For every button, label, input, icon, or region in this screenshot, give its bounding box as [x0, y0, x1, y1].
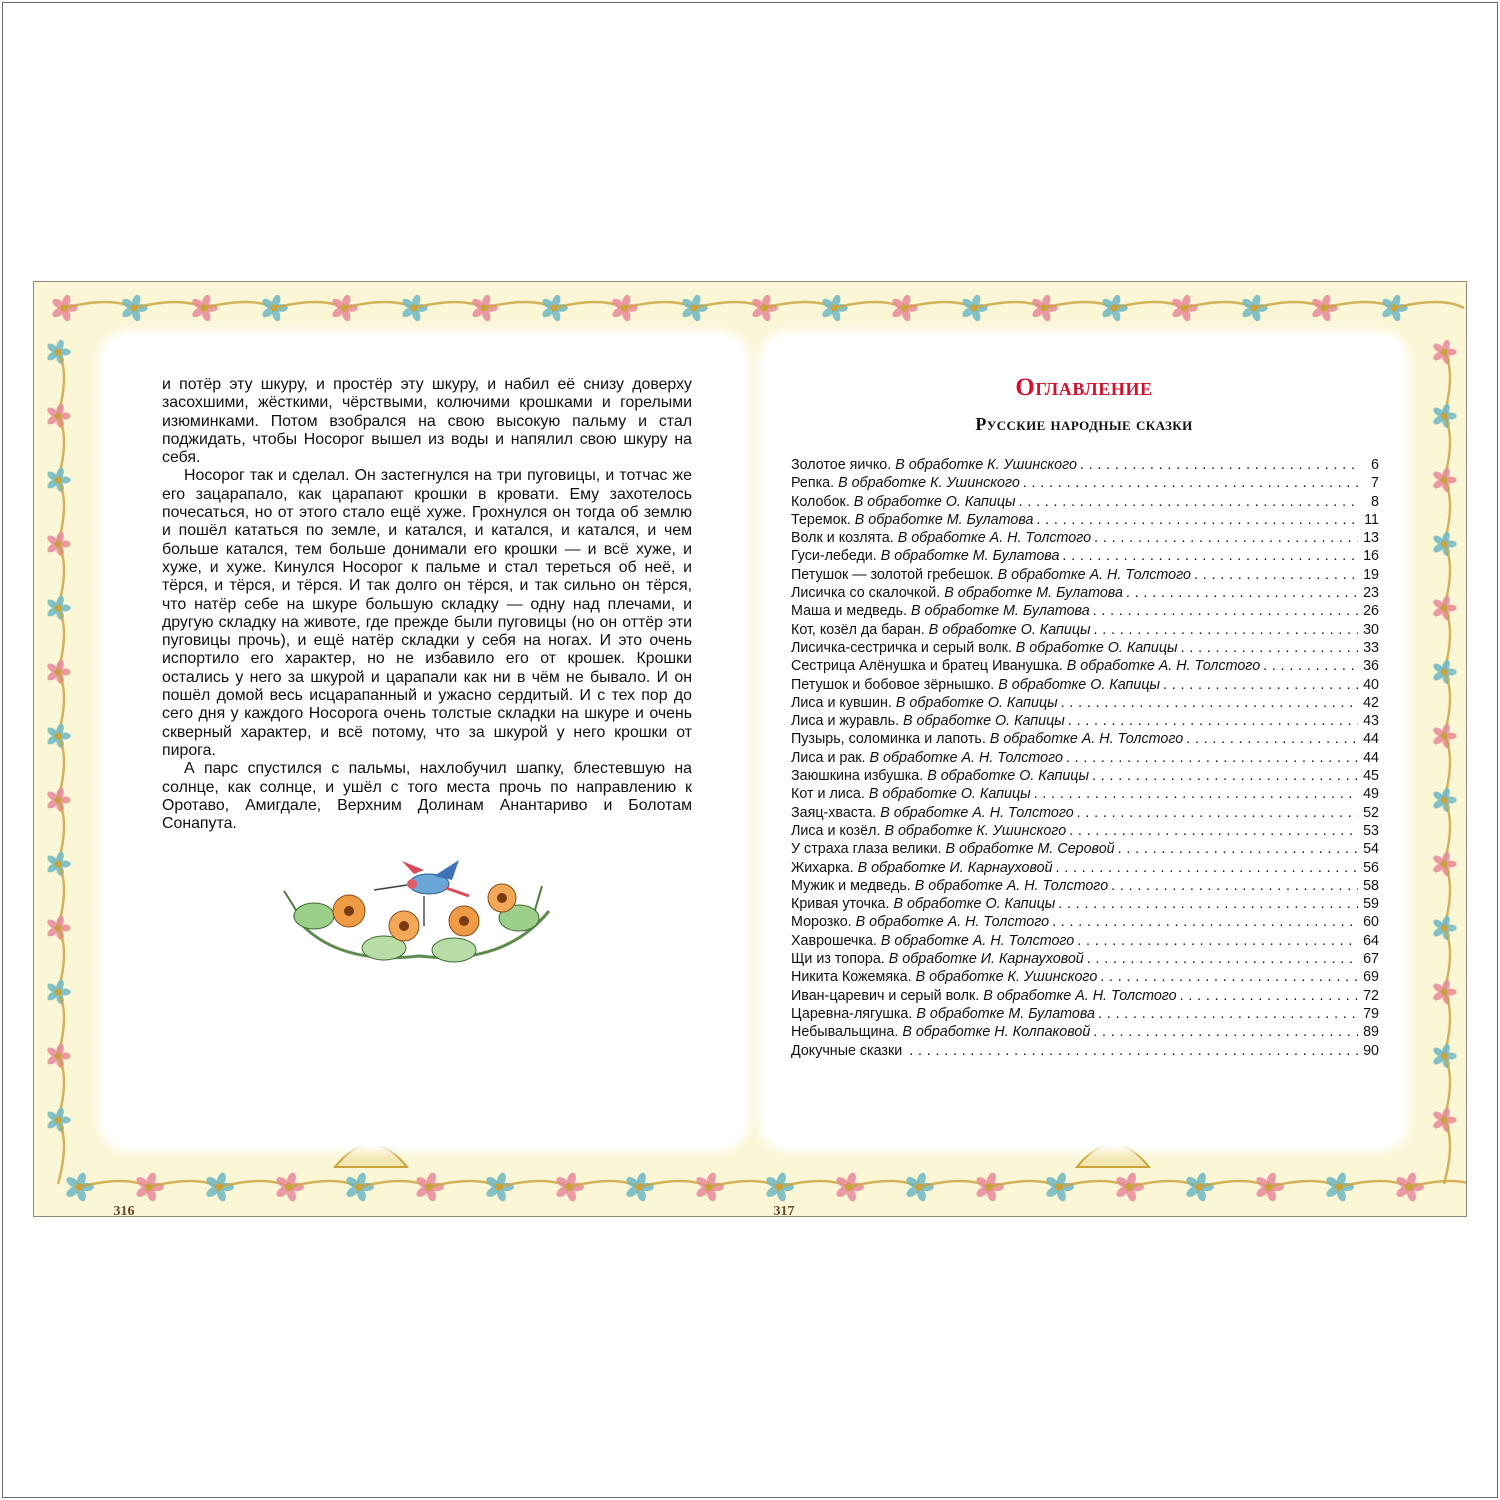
toc-item-leader-dots: [1036, 511, 1358, 529]
toc-item: [791, 950, 1379, 968]
toc-item: [791, 785, 1379, 803]
toc-item-adaptation: В обработке Н. Колпаковой: [902, 1024, 1091, 1041]
toc-item: [791, 639, 1379, 657]
toc-item-title: Хаврошечка.: [791, 932, 877, 949]
toc-item: [791, 529, 1379, 547]
toc-item-adaptation: В обработке М. Булатова: [911, 603, 1090, 620]
toc-item: [791, 1023, 1379, 1041]
toc-item: [791, 657, 1379, 675]
toc-item-leader-dots: [1111, 877, 1358, 895]
toc-item: [791, 913, 1379, 931]
toc-item-adaptation: В обработке О. Капицы: [927, 768, 1089, 785]
toc-item-adaptation: В обработке А. Н. Толстого: [997, 566, 1191, 583]
toc-item: [791, 968, 1379, 986]
toc-item-leader-dots: [1069, 822, 1358, 840]
toc-item-leader-dots: [909, 1042, 1358, 1060]
toc-item-page: 44: [1363, 731, 1379, 748]
toc-item-page: 60: [1363, 914, 1379, 931]
toc-item: [791, 511, 1379, 529]
toc-item-title: Щи из топора.: [791, 951, 885, 968]
toc-item: [791, 804, 1379, 822]
toc-item-adaptation: В обработке И. Карнауховой: [888, 951, 1084, 968]
toc-item: [791, 987, 1379, 1005]
toc-item-adaptation: В обработке М. Булатова: [944, 585, 1123, 602]
toc-item-leader-dots: [1186, 730, 1358, 748]
ornament-motif: [335, 1145, 407, 1168]
paragraph-1: и потёр эту шкуру, и простёр эту шкуру, и набил её снизу доверху засохшими, жёсткими, чёрствыми, колючими крошками и горелыми изюминками. Потом взобрался на свою высокую пальму и стал поджидать, чтобы Носорог вышел из воды и напялил свою шкуру на себя.: [162, 376, 692, 467]
toc-item-adaptation: В обработке О. Капицы: [903, 713, 1065, 730]
toc-item-page: 69: [1363, 969, 1379, 986]
toc-item-leader-dots: [1062, 547, 1358, 565]
toc-item-adaptation: В обработке А. Н. Толстого: [914, 877, 1109, 894]
toc-item-title: Лиса и журавль.: [791, 713, 900, 730]
toc-item-page: 52: [1363, 804, 1379, 821]
page-number-right: 317: [773, 1204, 795, 1217]
toc-item-title: Мужик и медведь.: [791, 877, 911, 894]
toc-item-page: 72: [1363, 987, 1379, 1004]
page-number-left: 316: [113, 1204, 135, 1217]
toc-item-title: Петушок — золотой гребешок.: [791, 566, 994, 583]
toc-item-page: 7: [1371, 475, 1379, 492]
toc-item-adaptation: В обработке К. Ушинского: [838, 475, 1020, 492]
toc-item: [791, 547, 1379, 565]
toc-item: [791, 456, 1379, 474]
toc-item-leader-dots: [1077, 804, 1358, 822]
toc-item: [791, 712, 1379, 730]
toc-item: [791, 822, 1379, 840]
toc-item-page: 49: [1363, 786, 1379, 803]
toc-item-page: 54: [1363, 841, 1379, 858]
ornament-motif: [1409, 1181, 1467, 1187]
toc-item: [791, 1042, 1379, 1060]
toc-item-title: Лиса и рак.: [791, 749, 866, 766]
toc-item: [791, 584, 1379, 602]
toc-item-leader-dots: [1194, 566, 1358, 584]
toc-item-page: 23: [1363, 585, 1379, 602]
toc-item-leader-dots: [1023, 474, 1358, 492]
toc-item-leader-dots: [1058, 895, 1358, 913]
toc-item-adaptation: В обработке О. Капицы: [893, 896, 1056, 913]
toc-item-adaptation: В обработке М. Булатова: [880, 548, 1060, 565]
toc-item-title: Колобок.: [791, 493, 850, 510]
toc-item-page: 36: [1363, 658, 1379, 675]
toc-item-page: 67: [1363, 951, 1379, 968]
toc-item: [791, 1005, 1379, 1023]
toc-item-leader-dots: [1093, 1023, 1358, 1041]
toc-item-title: Волк и козлята.: [791, 530, 894, 547]
toc-item-title: Жихарка.: [791, 859, 854, 876]
toc-item-title: Лиса и козёл.: [791, 822, 881, 839]
toc-item-adaptation: В обработке А. Н. Толстого: [897, 530, 1092, 547]
story-text: [162, 376, 692, 833]
toc-item-page: 6: [1371, 457, 1379, 473]
toc-item-title: Морозко.: [791, 914, 852, 931]
toc-item-leader-dots: [1066, 749, 1358, 767]
paragraph-3: А парс спустился с пальмы, нахлобучил шапку, блестевшую на солнце, как солнце, и ушёл с того места прочь по направлению к Оротаво, Амигдале, Верхним Долинам Анантариво и Болотам Сонапута.: [162, 760, 692, 833]
toc-item-adaptation: В обработке К. Ушинского: [884, 822, 1067, 839]
ornament-motif: [1077, 1145, 1149, 1168]
toc-item-title: Сестрица Алёнушка и братец Иванушка.: [791, 658, 1063, 675]
toc-item-adaptation: В обработке А. Н. Толстого: [869, 749, 1063, 766]
toc-item: [791, 877, 1379, 895]
toc-item-page: 11: [1364, 511, 1379, 528]
toc-item-title: Кот и лиса.: [791, 786, 865, 803]
toc-item: [791, 621, 1379, 639]
toc-item-leader-dots: [1126, 584, 1358, 602]
toc-item-title: Кривая уточка.: [791, 896, 890, 913]
toc-item: [791, 895, 1379, 913]
toc-item-page: 45: [1363, 768, 1379, 785]
toc-item-page: 19: [1363, 566, 1379, 583]
toc-item-title: Гуси-лебеди.: [791, 548, 877, 565]
toc-item-title: Заяц-хваста.: [791, 804, 877, 821]
toc-item-leader-dots: [1052, 913, 1358, 931]
toc-item-adaptation: В обработке К. Ушинского: [895, 457, 1077, 473]
right-page: [764, 336, 1404, 1217]
toc-item-page: 43: [1363, 713, 1379, 730]
bird-on-flowers-vignette: [274, 856, 564, 966]
toc-item-title: Золотое яичко.: [791, 457, 892, 473]
toc-item-page: 53: [1363, 822, 1379, 839]
toc-item-page: 16: [1363, 548, 1379, 565]
toc-item-adaptation: В обработке А. Н. Толстого: [983, 987, 1177, 1004]
toc-item-adaptation: В обработке О. Капицы: [928, 621, 1091, 638]
toc-item-page: 89: [1363, 1024, 1379, 1041]
toc-item: [791, 932, 1379, 950]
toc-item-adaptation: В обработке О. Капицы: [998, 676, 1161, 693]
toc-item-leader-dots: [1180, 987, 1358, 1005]
toc-item-adaptation: В обработке А. Н. Толстого: [989, 731, 1184, 748]
toc-item-leader-dots: [1056, 859, 1358, 877]
toc-item-page: 33: [1363, 639, 1379, 656]
toc-item-adaptation: В обработке М. Булатова: [854, 511, 1034, 528]
toc-item-title: Иван-царевич и серый волк.: [791, 987, 980, 1004]
toc-item-page: 79: [1363, 1005, 1379, 1022]
toc-subtitle: Русские народные сказки: [975, 414, 1193, 434]
toc-item-leader-dots: [1094, 529, 1358, 547]
toc-item-title: У страха глаза велики.: [791, 841, 942, 858]
toc-item-adaptation: В обработке О. Капицы: [853, 493, 1016, 510]
toc-item-page: 8: [1371, 493, 1379, 510]
toc-item: [791, 602, 1379, 620]
toc-item-title: Лисичка со скалочкой.: [791, 585, 941, 602]
toc-item-leader-dots: [1092, 767, 1358, 785]
toc-item-leader-dots: [1181, 639, 1358, 657]
toc-item-page: 44: [1363, 749, 1379, 766]
toc-item-leader-dots: [1093, 602, 1358, 620]
toc-item-adaptation: В обработке О. Капицы: [868, 786, 1031, 803]
toc-item-adaptation: В обработке А. Н. Толстого: [880, 804, 1074, 821]
toc-item-leader-dots: [1094, 621, 1358, 639]
toc-item: [791, 566, 1379, 584]
toc-item-title: Царевна-лягушка.: [791, 1005, 913, 1022]
toc-item: [791, 859, 1379, 877]
paragraph-2: Носорог так и сделал. Он застегнулся на три пуговицы, и тотчас же его зацарапало, как царапают крошки в кровати. Ему захотелось почесаться, но от этого стало ещё хуже. Грохнулся он тогда об землю и пошёл кататься по земле, и катался, и катался, и катался, и чем больше катался, тем больше донимали его крошки — и всё хуже, и хуже, и хуже. Кинулся Носорог к пальме и стал тереться об неё, и тёрся, и тёрся, и тёрся. И так долго он тёрся, и так сильно он тёрся, что натёр себе на шкуре большую складку — одну над плечами, и другую складку на животе, где прежде были пуговицы (но он оттёр эти пуговицы прочь), и ещё натёр складки у себя на ногах. И это очень испортило его характер, но не избавило его от крошек. Крошки остались у него за шкурой и царапали как ни в чём не бывало. И он пошёл домой весь исцарапанный и ужасно сердитый. И с тех пор до сего дня у каждого Носорога очень толстые складки на шкуре и очень скверный характер, и всё потому, что за шкурой у него крошки от пирога.: [162, 467, 692, 759]
toc-item-leader-dots: [1080, 456, 1358, 474]
toc-item-page: 13: [1363, 530, 1379, 547]
toc-item-leader-dots: [1061, 694, 1358, 712]
toc-item-title: Теремок.: [791, 511, 851, 528]
toc-item-leader-dots: [1068, 712, 1358, 730]
toc-item-leader-dots: [1087, 950, 1358, 968]
toc-item-page: 64: [1363, 932, 1379, 949]
toc-item-adaptation: В обработке И. Карнауховой: [857, 859, 1053, 876]
toc-item-adaptation: В обработке А. Н. Толстого: [855, 914, 1050, 931]
toc-item-page: 90: [1363, 1042, 1379, 1059]
toc-item-adaptation: В обработке К. Ушинского: [915, 969, 1098, 986]
toc-item-leader-dots: [1118, 840, 1358, 858]
toc-item: [791, 730, 1379, 748]
toc-item: [791, 676, 1379, 694]
toc-item-title: Маша и медведь.: [791, 603, 908, 620]
toc-item-page: 59: [1363, 896, 1379, 913]
toc-item-adaptation: В обработке М. Булатова: [916, 1005, 1095, 1022]
toc-item-title: Репка.: [791, 475, 835, 492]
book-spread: [33, 281, 1467, 1217]
toc-item-title: Докучные сказки: [791, 1042, 903, 1059]
toc-item: [791, 474, 1379, 492]
toc-item-adaptation: В обработке А. Н. Толстого: [880, 932, 1075, 949]
toc-item-leader-dots: [1077, 932, 1358, 950]
toc-item-title: Небывальщина.: [791, 1024, 899, 1041]
toc-item-adaptation: В обработке О. Капицы: [895, 694, 1058, 711]
toc-item-page: 42: [1363, 694, 1379, 711]
toc-item: [791, 749, 1379, 767]
toc-item-adaptation: В обработке М. Серовой: [945, 841, 1115, 858]
toc-item-page: 56: [1363, 859, 1379, 876]
toc-item-leader-dots: [1098, 1005, 1358, 1023]
toc-item-title: Кот, козёл да баран.: [791, 621, 925, 638]
toc-item: [791, 840, 1379, 858]
toc-title: Оглавление: [1015, 374, 1153, 401]
toc-item-title: Лисичка-сестричка и серый волк.: [791, 639, 1012, 656]
toc-item-leader-dots: [1100, 968, 1358, 986]
toc-item-adaptation: В обработке А. Н. Толстого: [1066, 658, 1261, 675]
toc-item-title: Лиса и кувшин.: [791, 694, 892, 711]
toc-item-title: Петушок и бобовое зёрнышко.: [791, 676, 995, 693]
toc-item-leader-dots: [1163, 676, 1358, 694]
toc-item-title: Заюшкина избушка.: [791, 768, 924, 785]
toc-item-leader-dots: [1034, 785, 1358, 803]
toc-item-leader-dots: [1019, 493, 1358, 511]
toc-item-page: 26: [1363, 603, 1379, 620]
toc-item: [791, 493, 1379, 511]
toc-item: [791, 694, 1379, 712]
toc-item-title: Никита Кожемяка.: [791, 969, 912, 986]
toc-item-page: 40: [1363, 676, 1379, 693]
toc-item-adaptation: В обработке О. Капицы: [1015, 639, 1178, 656]
toc-list: [791, 456, 1379, 1060]
toc-item-page: 58: [1363, 877, 1379, 894]
toc-item-title: Пузырь, соломинка и лапоть.: [791, 731, 986, 748]
left-page: [104, 336, 744, 1217]
toc-item-leader-dots: [1263, 657, 1358, 675]
toc-item-page: 30: [1363, 621, 1379, 638]
toc-item: [791, 767, 1379, 785]
